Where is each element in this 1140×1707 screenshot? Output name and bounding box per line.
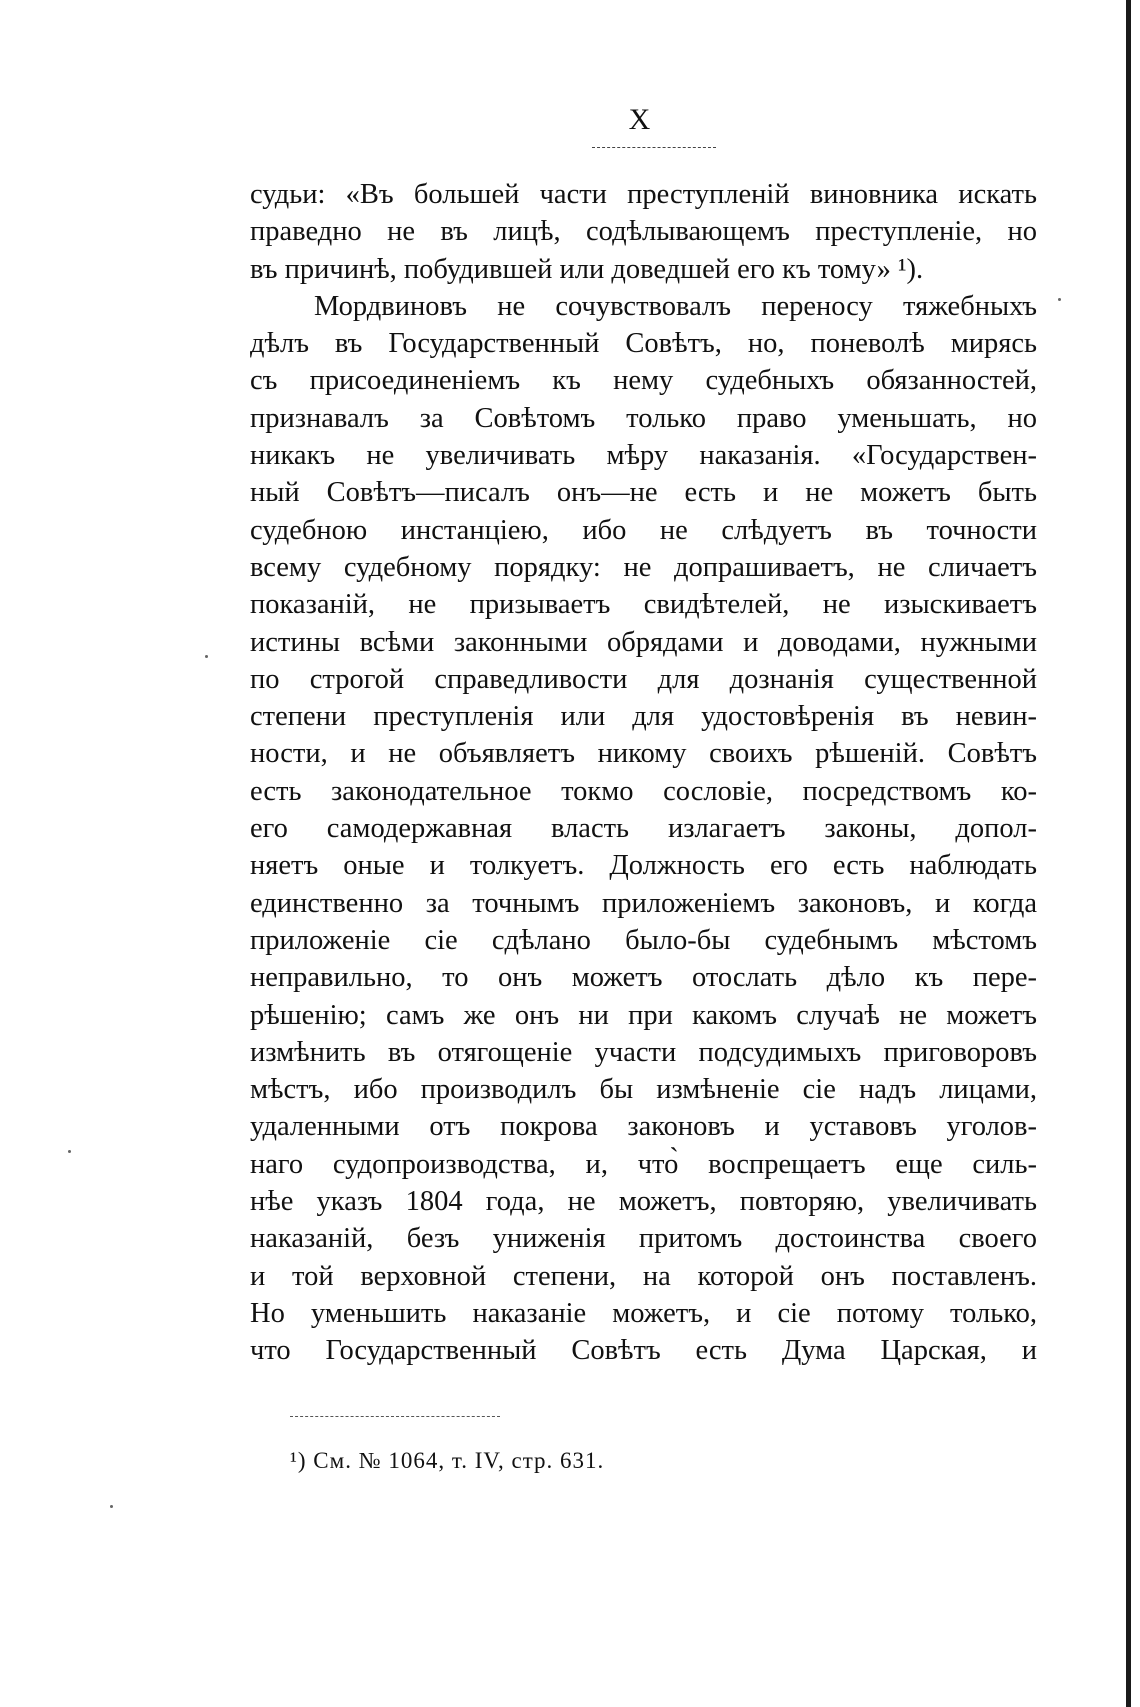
text-line: неправильно, то онъ можетъ отослать дѣло къ пере- [250, 962, 1037, 994]
scan-speck [68, 1150, 71, 1153]
text-line: ности, и не объявляетъ никому своихъ рѣшеній. Совѣтъ [250, 738, 1037, 770]
text-line: никакъ не увеличивать мѣру наказанія. «Государствен- [250, 440, 1037, 472]
text-line: Но уменьшить наказаніе можетъ, и сіе потому только, [250, 1297, 1037, 1329]
text-line: его самодержавная власть излагаетъ законы, допол- [250, 813, 1037, 845]
text-line: показаній, не призываетъ свидѣтелей, не изыскиваетъ [250, 589, 1037, 621]
scan-speck [1058, 298, 1061, 301]
scan-edge-line [1126, 0, 1131, 1707]
text-line: рѣшенію; самъ же онъ ни при какомъ случаѣ не можетъ [250, 999, 1037, 1031]
text-line: есть законодательное токмо сословіе, посредствомъ ко- [250, 775, 1037, 807]
body-text [250, 176, 1037, 1370]
text-line: судьи: «Въ большей части преступленій виновника искать [250, 179, 1037, 210]
text-line: няетъ оные и толкуетъ. Должность его есть наблюдать [250, 850, 1037, 882]
scan-speck [110, 1505, 113, 1508]
text-line: что Государственный Совѣтъ есть Дума Царская, и [250, 1335, 1037, 1367]
text-line: и той верховной степени, на которой онъ поставленъ. [250, 1260, 1037, 1292]
text-line: праведно не въ лицѣ, содѣлывающемъ преступленіе, но [250, 216, 1037, 248]
text-line: по строгой справедливости для дознанія существенной [250, 663, 1037, 695]
text-line: всему судебному порядку: не допрашиваетъ, не сличаетъ [250, 551, 1037, 583]
text-line: измѣнить въ отягощеніе участи подсудимыхъ приговоровъ [250, 1036, 1037, 1068]
text-line: наказаній, безъ униженія притомъ достоинства своего [250, 1223, 1037, 1255]
text-line: мѣстъ, ибо производилъ бы измѣненіе сіе надъ лицами, [250, 1074, 1037, 1106]
footnote: ¹) См. № 1064, т. IV, стр. 631. [290, 1448, 605, 1473]
text-line: признавалъ за Совѣтомъ только право уменьшать, но [250, 402, 1037, 434]
text-line: наго судопроизводства, и, что̀ воспрещаетъ еще силь- [250, 1148, 1037, 1180]
text-line: истины всѣми законными обрядами и доводами, нужными [250, 626, 1037, 658]
text-line: нѣе указъ 1804 года, не можетъ, повторяю, увеличивать [250, 1186, 1037, 1218]
text-line: въ причинѣ, побудившей или доведшей его къ тому» ¹). [250, 253, 924, 285]
text-line: удаленными отъ покрова законовъ и уставовъ уголов- [250, 1111, 1037, 1143]
text-line: единственно за точнымъ приложеніемъ законовъ, и когда [250, 887, 1037, 919]
text-line: степени преступленія или для удостовѣренія въ невин- [250, 701, 1037, 733]
text-line: приложеніе сіе сдѣлано было-бы судебнымъ мѣстомъ [250, 924, 1037, 956]
scan-speck [205, 655, 208, 658]
footnote-rule [290, 1416, 500, 1417]
text-line: ный Совѣтъ—писалъ онъ—не есть и не можетъ быть [250, 477, 1037, 509]
text-line: Мордвиновъ не сочувствовалъ переносу тяжебныхъ [314, 290, 1037, 322]
text-line: дѣлъ въ Государственный Совѣтъ, но, поневолѣ мирясь [250, 328, 1037, 360]
page-number: X [628, 103, 652, 136]
text-line: съ присоединеніемъ къ нему судебныхъ обязанностей, [250, 365, 1037, 397]
header-rule [592, 147, 716, 148]
text-line: судебною инстанціею, ибо не слѣдуетъ въ точности [250, 514, 1037, 546]
